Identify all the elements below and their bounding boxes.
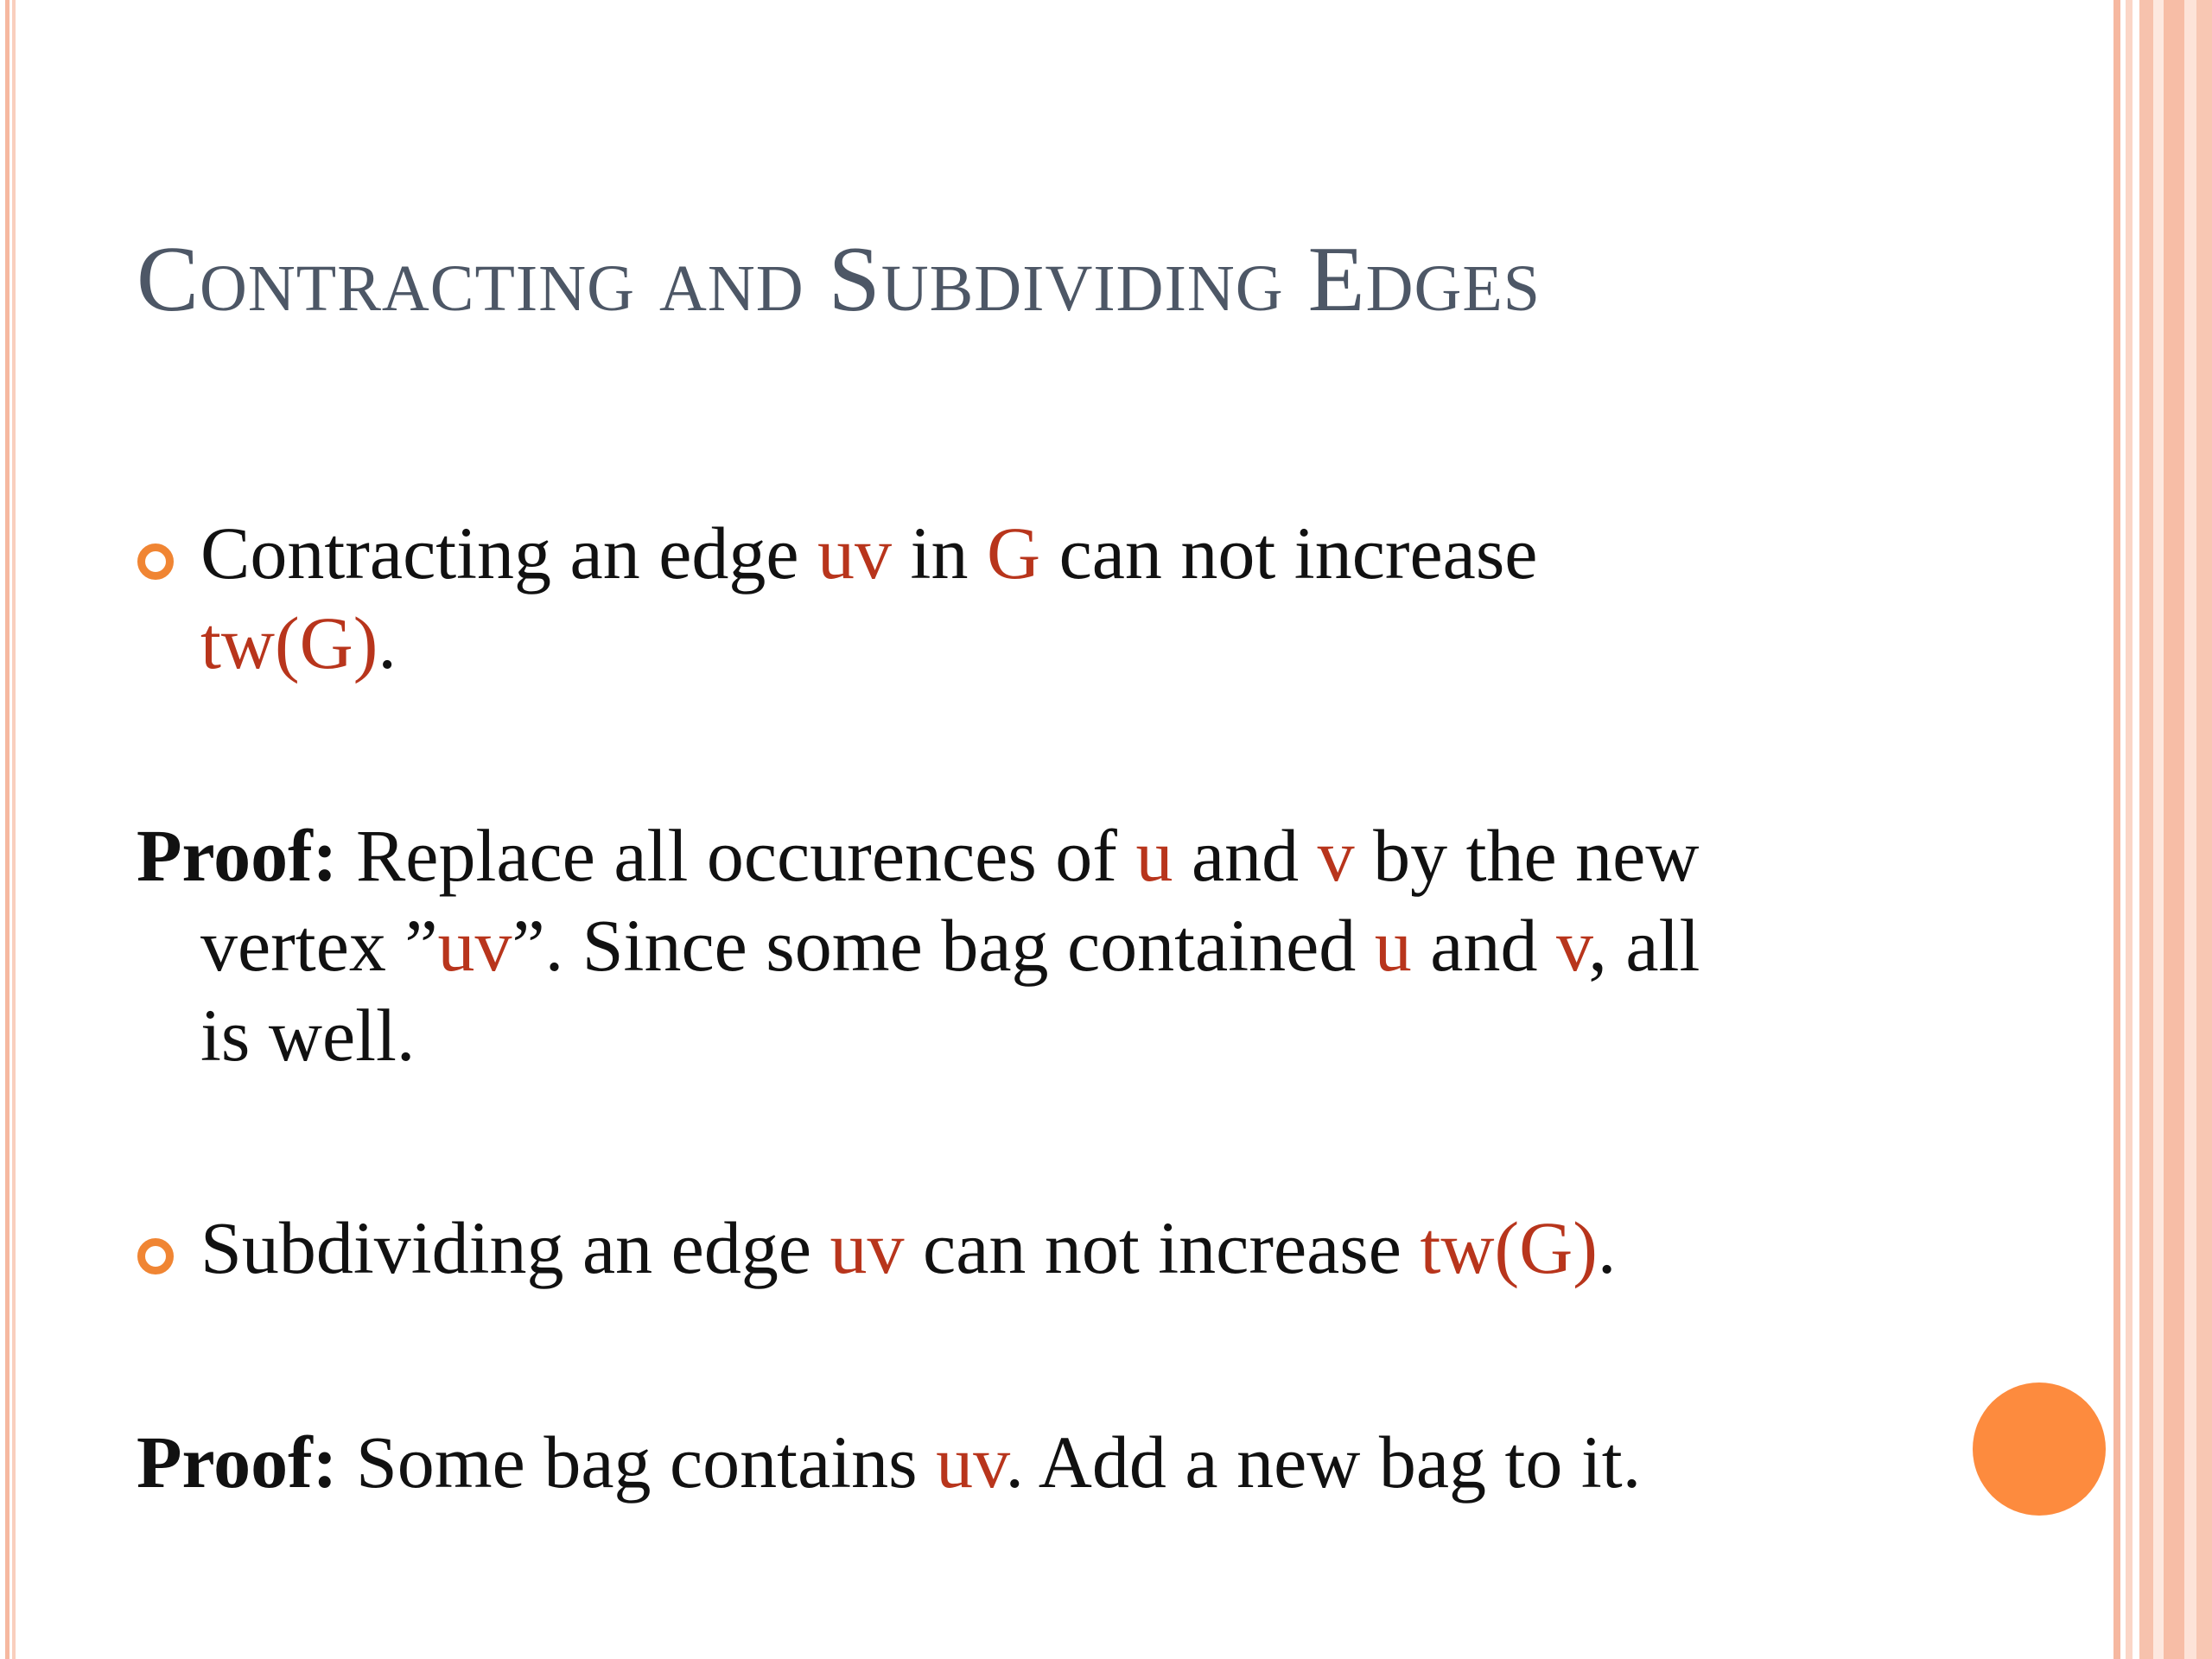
proof-1-line-1: Proof: Replace all occurences of u and v by the new [137,814,1700,897]
math-twg: tw(G) [1420,1206,1598,1289]
math-twg: tw(G) [200,601,378,684]
proof-label: Proof: [137,814,338,897]
math-uv: uv [437,904,512,987]
bullet-1-line-2: tw(G). [200,601,397,684]
math-v: v [1555,904,1589,987]
math-uv: uv [830,1206,905,1289]
proof-2-line-1: Proof: Some bag contains uv. Add a new bag to it. [137,1421,1642,1503]
left-border-stripe [5,0,10,1659]
bullet-2-line-1: Subdividing an edge uv can not increase tw(G). [200,1206,1617,1289]
math-u: u [1135,814,1173,897]
bullet-circle-icon [137,543,174,580]
math-v: v [1317,814,1355,897]
proof-1-line-2: vertex ”uv”. Since some bag contained u and v, all [200,904,1700,987]
right-decorative-band [2113,0,2212,1659]
math-u: u [1374,904,1412,987]
bullet-circle-icon [137,1238,174,1274]
proof-1-line-3: is well. [200,994,416,1077]
math-g: G [986,512,1041,594]
math-uv: uv [817,512,893,594]
left-border-stripe-inner [12,0,16,1659]
bullet-1-line-1: Contracting an edge uv in G can not increase [200,512,1538,594]
proof-label: Proof: [137,1421,338,1503]
decorative-circle [1973,1382,2106,1516]
slide-title: Contracting and Subdividing Edges [137,228,1541,331]
math-uv: uv [936,1421,1006,1503]
